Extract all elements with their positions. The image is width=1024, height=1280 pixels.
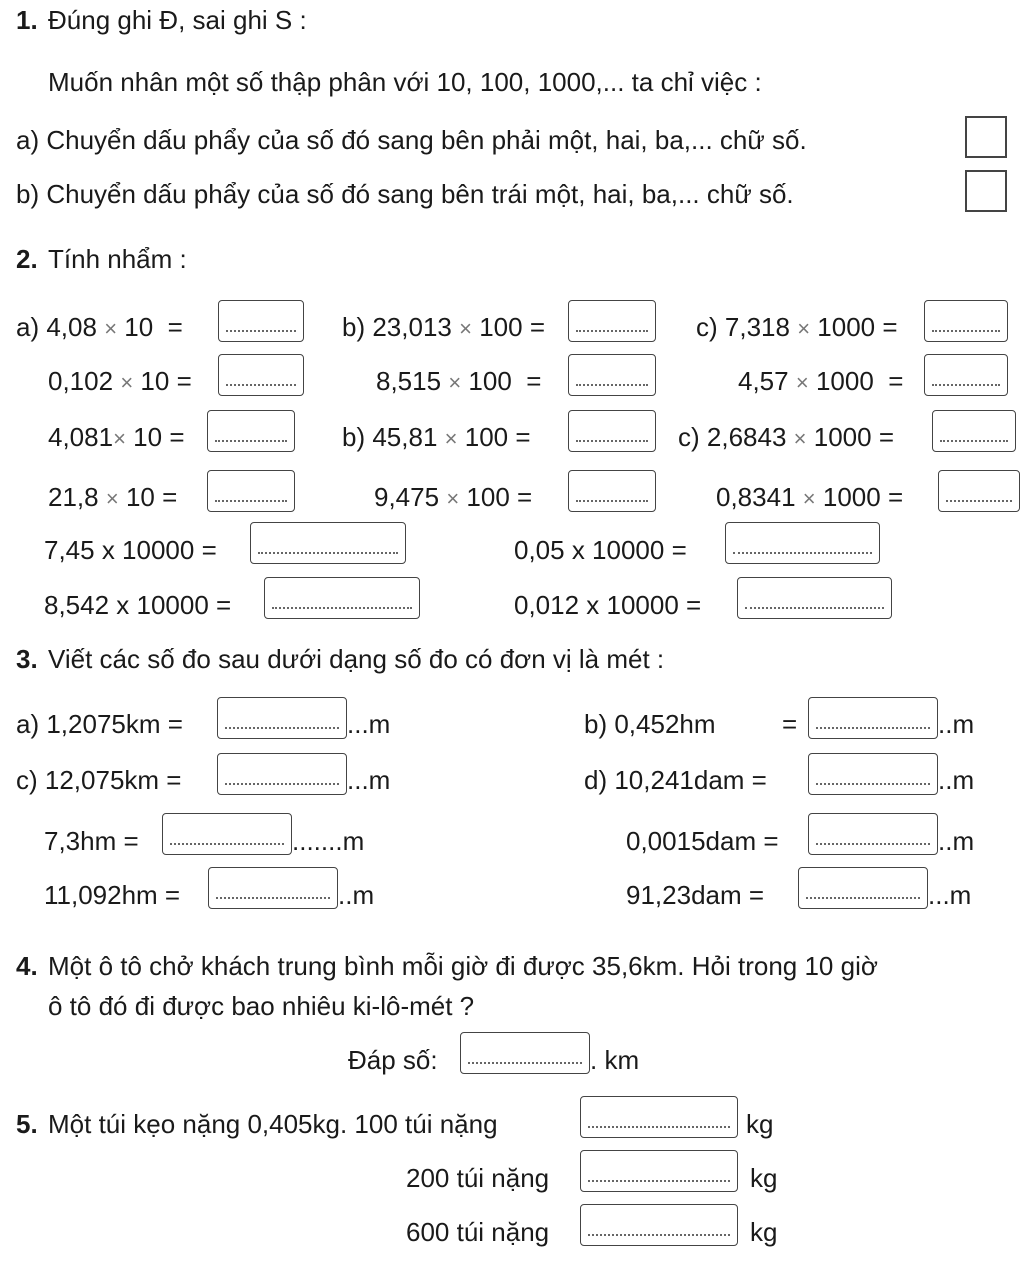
q5-number: 5. xyxy=(16,1109,38,1139)
q5-answer-600[interactable] xyxy=(580,1204,738,1246)
q2-row4-c-answer[interactable] xyxy=(938,470,1020,512)
q2-row4-b-expr: 9,475 × 100 = xyxy=(374,482,533,512)
q5-unit-600: kg xyxy=(750,1217,778,1247)
q4-answer[interactable] xyxy=(460,1032,590,1074)
q2-row5-left-expr: 7,45 x 10000 = xyxy=(44,535,217,565)
q2-row2-a-answer[interactable] xyxy=(218,354,304,396)
q3-b-answer[interactable] xyxy=(808,697,938,739)
q3-f-label: 0,0015dam = xyxy=(626,826,779,856)
q2-row6-right-expr: 0,012 x 10000 = xyxy=(514,590,702,620)
q2-row1-a-answer[interactable] xyxy=(218,300,304,342)
q2-row6-left-expr: 8,542 x 10000 = xyxy=(44,590,232,620)
q3-b-label: b) 0,452hm xyxy=(584,709,716,739)
q3-e-answer[interactable] xyxy=(162,813,292,855)
q2-row4-c-expr: 0,8341 × 1000 = xyxy=(716,482,904,512)
q2-row4-b-answer[interactable] xyxy=(568,470,656,512)
q5-answer-200[interactable] xyxy=(580,1150,738,1192)
q2-row1-b-answer[interactable] xyxy=(568,300,656,342)
q2-row3-b-answer[interactable] xyxy=(568,410,656,452)
q3-e-unit: .......m xyxy=(292,826,365,856)
q1-title: Đúng ghi Đ, sai ghi S : xyxy=(48,5,307,35)
q1-number: 1. xyxy=(16,5,38,35)
q3-h-label: 91,23dam = xyxy=(626,880,765,910)
q1-checkbox-b[interactable] xyxy=(965,170,1007,212)
q2-row6-left-answer[interactable] xyxy=(264,577,420,619)
q3-f-answer[interactable] xyxy=(808,813,938,855)
q2-row1-c-answer[interactable] xyxy=(924,300,1008,342)
q1-intro: Muốn nhân một số thập phân với 10, 100, 1000,... ta chỉ việc : xyxy=(48,67,762,97)
q4-answer-label: Đáp số: xyxy=(348,1045,438,1075)
q3-h-answer[interactable] xyxy=(798,867,928,909)
q2-row5-right-answer[interactable] xyxy=(725,522,880,564)
q3-c-unit: ...m xyxy=(347,765,391,795)
q3-b-unit: ..m xyxy=(938,709,975,739)
q5-row-600-label: 600 túi nặng xyxy=(406,1217,550,1247)
q1-statement-a: a) Chuyển dấu phẩy của số đó sang bên phải một, hai, ba,... chữ số. xyxy=(16,125,807,155)
q3-title: Viết các số đo sau dưới dạng số đo có đơn vị là mét : xyxy=(48,644,665,674)
q2-row2-a-expr: 0,102 × 10 = xyxy=(48,366,192,396)
q2-row1-c-expr: c) 7,318 × 1000 = xyxy=(696,312,898,342)
q3-g-label: 11,092hm = xyxy=(44,880,181,910)
q3-h-unit: ...m xyxy=(928,880,972,910)
q3-e-label: 7,3hm = xyxy=(44,826,139,856)
q5-unit-100: kg xyxy=(746,1109,774,1139)
q3-d-answer[interactable] xyxy=(808,753,938,795)
q1-statement-b: b) Chuyển dấu phẩy của số đó sang bên trái một, hai, ba,... chữ số. xyxy=(16,179,794,209)
q2-row5-right-expr: 0,05 x 10000 = xyxy=(514,535,687,565)
q4-problem-line1: Một ô tô chở khách trung bình mỗi giờ đi được 35,6km. Hỏi trong 10 giờ xyxy=(48,951,878,981)
q3-g-answer[interactable] xyxy=(208,867,338,909)
q4-number: 4. xyxy=(16,951,38,981)
q3-b-equals: = xyxy=(782,709,798,739)
q2-title: Tính nhẩm : xyxy=(48,244,187,274)
q3-a-answer[interactable] xyxy=(217,697,347,739)
q2-row3-b-expr: b) 45,81 × 100 = xyxy=(342,422,531,452)
q2-row3-c-expr: c) 2,6843 × 1000 = xyxy=(678,422,894,452)
q2-row5-left-answer[interactable] xyxy=(250,522,406,564)
q3-g-unit: ..m xyxy=(338,880,375,910)
q2-row1-b-expr: b) 23,013 × 100 = xyxy=(342,312,546,342)
q2-row2-c-answer[interactable] xyxy=(924,354,1008,396)
q2-row4-a-answer[interactable] xyxy=(207,470,295,512)
q2-row4-a-expr: 21,8 × 10 = xyxy=(48,482,178,512)
q5-row-200-label: 200 túi nặng xyxy=(406,1163,550,1193)
q3-a-label: a) 1,2075km = xyxy=(16,709,183,739)
q1-checkbox-a[interactable] xyxy=(965,116,1007,158)
q2-row1-a-expr: a) 4,08 × 10 = xyxy=(16,312,183,342)
q2-row3-a-answer[interactable] xyxy=(207,410,295,452)
q4-unit: . km xyxy=(590,1045,640,1075)
q2-row2-c-expr: 4,57 × 1000 = xyxy=(738,366,904,396)
q2-row2-b-answer[interactable] xyxy=(568,354,656,396)
q2-row6-right-answer[interactable] xyxy=(737,577,892,619)
q3-d-label: d) 10,241dam = xyxy=(584,765,767,795)
q3-c-label: c) 12,075km = xyxy=(16,765,182,795)
q5-answer-100[interactable] xyxy=(580,1096,738,1138)
q3-d-unit: ..m xyxy=(938,765,975,795)
q2-row2-b-expr: 8,515 × 100 = xyxy=(376,366,542,396)
q3-number: 3. xyxy=(16,644,38,674)
q3-c-answer[interactable] xyxy=(217,753,347,795)
q2-row3-c-answer[interactable] xyxy=(932,410,1016,452)
q3-f-unit: ..m xyxy=(938,826,975,856)
q5-unit-200: kg xyxy=(750,1163,778,1193)
q2-number: 2. xyxy=(16,244,38,274)
q2-row3-a-expr: 4,081× 10 = xyxy=(48,422,185,452)
q5-problem: Một túi kẹo nặng 0,405kg. 100 túi nặng xyxy=(48,1109,498,1139)
q3-a-unit: ...m xyxy=(347,709,391,739)
q4-problem-line2: ô tô đó đi được bao nhiêu ki-lô-mét ? xyxy=(48,991,475,1021)
